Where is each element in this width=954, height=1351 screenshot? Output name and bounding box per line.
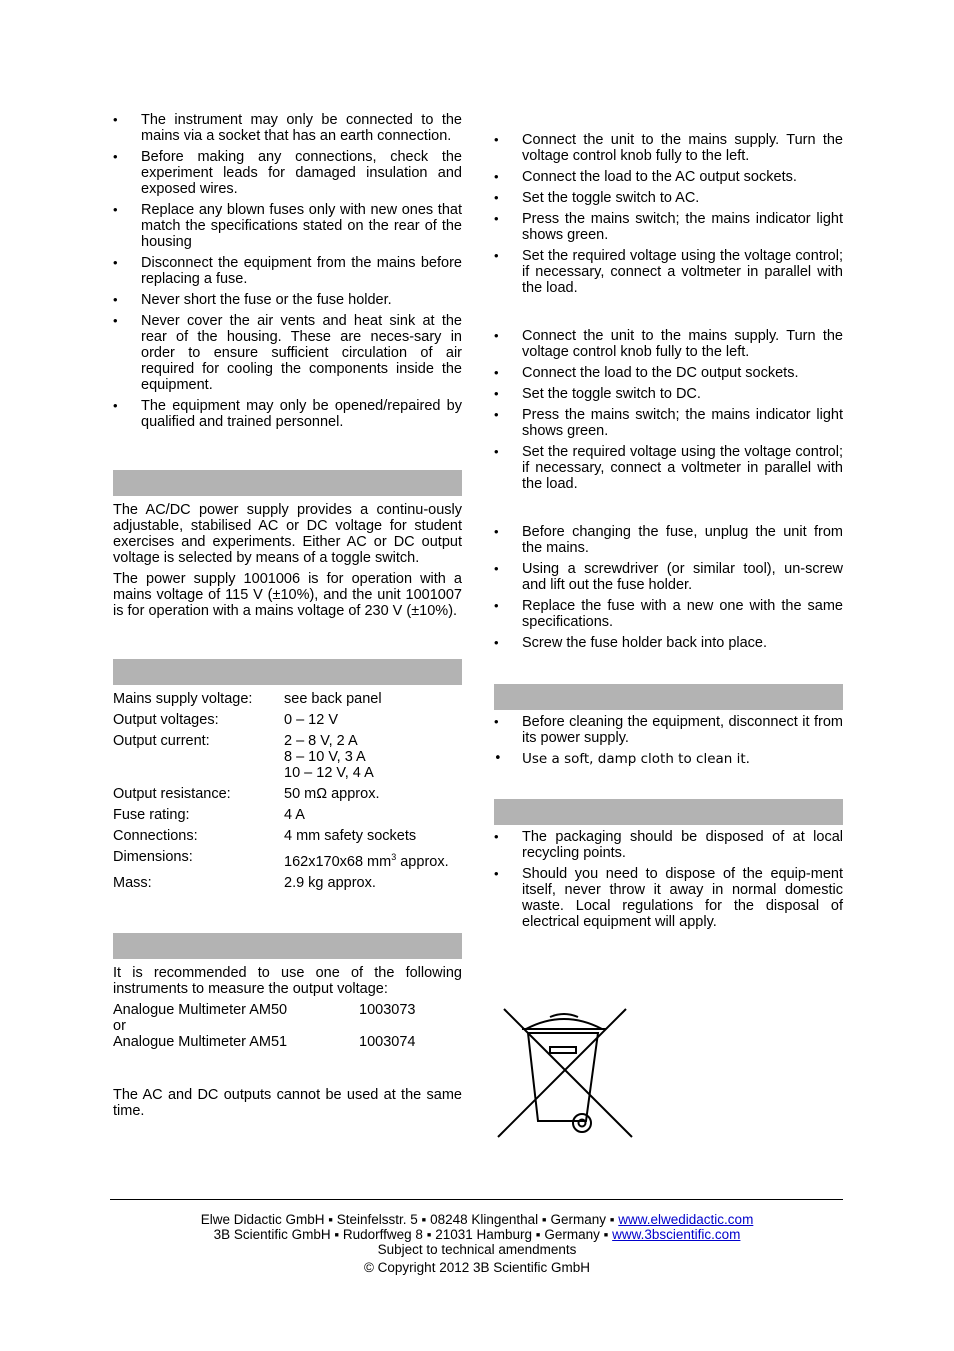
- list-item: • Set the required voltage using the voltage control; if necessary, connect a voltmeter in parallel with the load.: [494, 444, 843, 492]
- list-item: • Set the toggle switch to DC.: [494, 386, 843, 402]
- list-item: • Press the mains switch; the mains indicator light shows green.: [494, 211, 843, 243]
- spec-label: Dimensions:: [113, 849, 193, 865]
- left-column: [113, 112, 462, 1124]
- list-item: • Set the required voltage using the voltage control; if necessary, connect a voltmeter in parallel with the load.: [494, 248, 843, 296]
- meter-number: 1003074: [359, 1033, 416, 1050]
- list-item: • Disconnect the equipment from the mains before replacing a fuse.: [113, 255, 462, 287]
- accessories-section: [113, 965, 462, 1050]
- section-heading-bar-description: [113, 470, 462, 496]
- section-heading-bar-technical-data: [113, 659, 462, 685]
- list-item: • Press the mains switch; the mains indicator light shows green.: [494, 407, 843, 439]
- table-row: [113, 691, 449, 712]
- spec-value: 4 mm safety sockets: [284, 828, 417, 844]
- spec-value: [284, 849, 449, 875]
- spec-value: see back panel: [284, 691, 382, 707]
- list-item: • Connect the load to the DC output sockets.: [494, 365, 843, 381]
- list-item: • Before making any connections, check the experiment leads for damaged insulation and exposed wires.: [113, 149, 462, 197]
- table-row: [113, 849, 449, 875]
- care-list: [494, 714, 843, 767]
- footer-address: Elwe Didactic GmbH ▪ Steinfelsstr. 5 ▪ 08248 Klingenthal ▪ Germany ▪: [200, 1212, 619, 1227]
- table-row: [113, 807, 449, 828]
- table-row: [113, 828, 449, 849]
- spec-label: Fuse rating:: [113, 807, 190, 823]
- list-item: • Connect the load to the AC output sockets.: [494, 169, 843, 185]
- list-item: • Should you need to dispose of the equip-ment itself, never throw it away in normal domestic waste. Local regulations for the disposal of electrical equipment will apply.: [494, 866, 843, 930]
- list-item: • Replace any blown fuses only with new ones that match the specifications stated on the rear of the housing: [113, 202, 462, 250]
- list-item: • Before cleaning the equipment, disconnect it from its power supply.: [494, 714, 843, 746]
- footer-amendments: Subject to technical amendments: [377, 1242, 577, 1257]
- list-item: • Connect the unit to the mains supply. Turn the voltage control knob fully to the left.: [494, 132, 843, 164]
- spec-value: 2.9 kg approx.: [284, 874, 376, 891]
- dimensions-suffix: approx.: [396, 853, 449, 870]
- spec-value-line: 10 – 12 V, 4 A: [284, 765, 374, 781]
- list-item: • The packaging should be disposed of at local recycling points.: [494, 829, 843, 861]
- meter-number: 1003073: [359, 1001, 416, 1018]
- table-row: [113, 875, 449, 896]
- spec-value-multi: [284, 733, 449, 786]
- description-section: [113, 502, 462, 619]
- list-item: • Screw the fuse holder back into place.: [494, 635, 843, 651]
- table-row: [113, 786, 449, 807]
- list-item: • Use a soft, damp cloth to clean it.: [494, 751, 843, 767]
- list-item: • Replace the fuse with a new one with the same specifications.: [494, 598, 843, 630]
- dimensions-value: 162x170x68 mm: [284, 853, 392, 870]
- list-item: • Connect the unit to the mains supply. Turn the voltage control knob fully to the left.: [494, 328, 843, 360]
- 3bscientific-link[interactable]: www.3bscientific.com: [612, 1227, 741, 1242]
- spec-label: Mains supply voltage:: [113, 691, 253, 707]
- meter-name: Analogue Multimeter AM51: [113, 1033, 288, 1050]
- dimensions-superscript: 3: [391, 852, 397, 862]
- weee-bin-icon: [494, 1007, 636, 1139]
- spec-label: Output current:: [113, 733, 210, 749]
- dc-operation-list: [494, 328, 843, 492]
- spec-value-line: 8 – 10 V, 3 A: [284, 749, 366, 765]
- spec-value: 50 mΩ approx.: [284, 786, 380, 802]
- technical-data-table: [113, 691, 449, 896]
- meter-row: [113, 1034, 462, 1050]
- disposal-list: [494, 829, 843, 930]
- section-heading-bar-accessories: [113, 933, 462, 959]
- section-heading-bar-care: [494, 684, 843, 710]
- spec-label: Output resistance:: [113, 786, 231, 802]
- description-paragraph: The AC/DC power supply provides a continu-ously adjustable, stabilised AC or DC voltage for student exercises and experiments. Either AC or DC output voltage is selected by means of a toggle switch.: [113, 502, 462, 566]
- fuse-replacement-list: [494, 524, 843, 651]
- meter-row: [113, 1002, 462, 1018]
- footer-copyright: © Copyright 2012 3B Scientific GmbH: [363, 1260, 591, 1275]
- or-text: or: [113, 1017, 126, 1034]
- table-row: [113, 733, 449, 786]
- list-item: • Never cover the air vents and heat sink at the rear of the housing. These are neces-sary in order to ensure sufficient circulation of air required for cooling the components inside the equipment.: [113, 313, 462, 393]
- list-item: • Before changing the fuse, unplug the unit from the mains.: [494, 524, 843, 556]
- list-item: • Set the toggle switch to AC.: [494, 190, 843, 206]
- spec-value: 0 – 12 V: [284, 712, 339, 728]
- safety-list: [113, 112, 462, 430]
- accessories-intro: It is recommended to use one of the following instruments to measure the output voltage:: [113, 964, 462, 997]
- spec-value: 4 A: [284, 807, 305, 823]
- footer-address: 3B Scientific GmbH ▪ Rudorffweg 8 ▪ 21031 Hamburg ▪ Germany ▪: [213, 1227, 613, 1242]
- footer: [0, 1212, 954, 1275]
- footer-line: [0, 1212, 954, 1227]
- section-heading-bar-disposal: [494, 799, 843, 825]
- list-item: • The equipment may only be opened/repaired by qualified and trained personnel.: [113, 398, 462, 430]
- footer-divider: [110, 1199, 843, 1200]
- table-row: [113, 712, 449, 733]
- meter-name: Analogue Multimeter AM50: [113, 1001, 288, 1018]
- footer-line: [0, 1227, 954, 1242]
- list-item: • Using a screwdriver (or similar tool), un-screw and lift out the fuse holder.: [494, 561, 843, 593]
- spec-label: Connections:: [113, 828, 198, 844]
- spec-label: Mass:: [113, 874, 152, 891]
- list-item: • The instrument may only be connected to the mains via a socket that has an earth connection.: [113, 112, 462, 144]
- spec-value-line: 2 – 8 V, 2 A: [284, 733, 358, 749]
- right-column: [494, 132, 843, 935]
- note-paragraph: The AC and DC outputs cannot be used at the same time.: [113, 1086, 462, 1119]
- elwedidactic-link[interactable]: www.elwedidactic.com: [618, 1212, 754, 1227]
- list-item: • Never short the fuse or the fuse holder.: [113, 292, 462, 308]
- description-paragraph: The power supply 1001006 is for operation with a mains voltage of 115 V (±10%), and the unit 1001007 is for operation with a mains voltage of 230 V (±10%).: [113, 571, 462, 619]
- spec-label: Output voltages:: [113, 712, 219, 728]
- ac-operation-list: [494, 132, 843, 296]
